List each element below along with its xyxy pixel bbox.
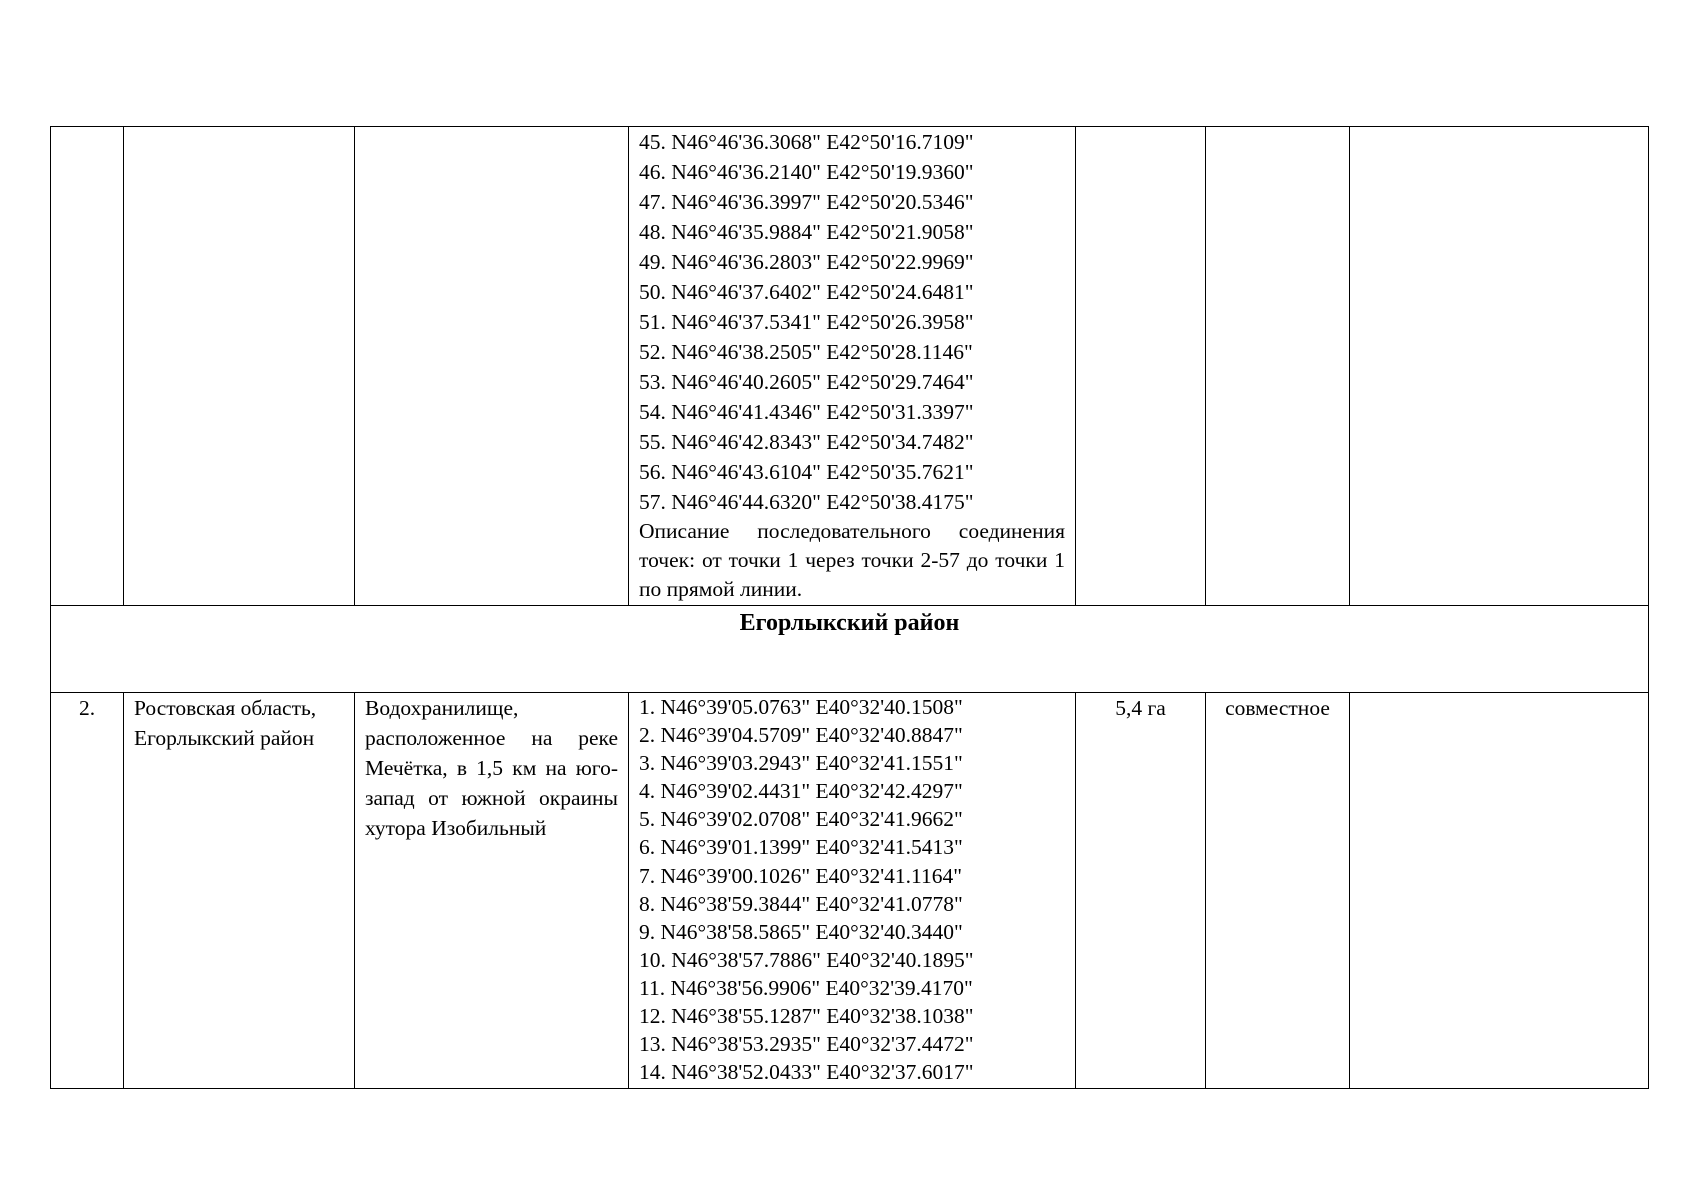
cell-notes <box>1350 127 1649 606</box>
connection-description: Описание последовательного соединения точек: от точки 1 через точки 2-57 до точки 1 по прямой линии. <box>639 519 1065 601</box>
cell-region <box>124 127 355 606</box>
cell-object <box>355 127 629 606</box>
coordinate-line: 5. N46°39'02.0708" E40°32'41.9662" <box>639 807 963 832</box>
data-table <box>50 126 1649 1089</box>
coordinate-line: 50. N46°46'37.6402" E42°50'24.6481" <box>639 280 974 304</box>
coordinate-line: 8. N46°38'59.3844" E40°32'41.0778" <box>639 891 963 916</box>
coordinate-line: 57. N46°46'44.6320" E42°50'38.4175" <box>639 490 974 514</box>
coordinate-line: 48. N46°46'35.9884" E42°50'21.9058" <box>639 220 974 244</box>
coordinate-line: 52. N46°46'38.2505" E42°50'28.1146" <box>639 340 973 364</box>
cell-coordinates <box>629 693 1076 1089</box>
section-header-row <box>51 606 1649 693</box>
coordinate-line: 13. N46°38'53.2935" E40°32'37.4472" <box>639 1032 974 1057</box>
cell-use-type <box>1206 127 1350 606</box>
row-region: Ростовская область, Егорлыкский район <box>124 693 355 1089</box>
row-number: 2. <box>51 693 124 1089</box>
row-object-description: Водохранилище, расположенное на реке Мечётка, в 1,5 км на юго-запад от южной окраины хутора Изобильный <box>355 693 629 1089</box>
coordinate-line: 9. N46°38'58.5865" E40°32'40.3440" <box>639 919 963 944</box>
coordinate-line: 51. N46°46'37.5341" E42°50'26.3958" <box>639 310 974 334</box>
coordinate-line: 49. N46°46'36.2803" E42°50'22.9969" <box>639 250 974 274</box>
coordinate-line: 7. N46°39'00.1026" E40°32'41.1164" <box>639 863 962 888</box>
coordinate-list <box>639 127 1065 517</box>
table-row-continuation <box>51 127 1649 606</box>
coordinate-line: 10. N46°38'57.7886" E40°32'40.1895" <box>639 947 974 972</box>
coordinate-line: 54. N46°46'41.4346" E42°50'31.3397" <box>639 400 974 424</box>
coordinate-line: 45. N46°46'36.3068" E42°50'16.7109" <box>639 130 974 154</box>
coordinate-line: 46. N46°46'36.2140" E42°50'19.9360" <box>639 160 974 184</box>
row-use-type: совместное <box>1206 693 1350 1089</box>
coordinate-line: 56. N46°46'43.6104" E42°50'35.7621" <box>639 460 974 484</box>
coordinate-line: 6. N46°39'01.1399" E40°32'41.5413" <box>639 835 963 860</box>
coordinate-list <box>639 693 1065 1086</box>
coordinate-line: 1. N46°39'05.0763" E40°32'40.1508" <box>639 695 963 719</box>
row-notes <box>1350 693 1649 1089</box>
coordinate-line: 11. N46°38'56.9906" E40°32'39.4170" <box>639 975 973 1000</box>
coordinate-line: 4. N46°39'02.4431" E40°32'42.4297" <box>639 779 963 804</box>
row-area: 5,4 га <box>1076 693 1206 1089</box>
table-row <box>51 693 1649 1089</box>
cell-area <box>1076 127 1206 606</box>
cell-number <box>51 127 124 606</box>
coordinate-line: 3. N46°39'03.2943" E40°32'41.1551" <box>639 751 963 776</box>
cell-coordinates <box>629 127 1076 606</box>
section-title: Егорлыкский район <box>51 606 1649 693</box>
coordinate-line: 14. N46°38'52.0433" E40°32'37.6017" <box>639 1060 974 1085</box>
coordinate-line: 12. N46°38'55.1287" E40°32'38.1038" <box>639 1004 974 1029</box>
coordinate-line: 2. N46°39'04.5709" E40°32'40.8847" <box>639 723 963 748</box>
coordinate-line: 53. N46°46'40.2605" E42°50'29.7464" <box>639 370 974 394</box>
coordinate-line: 47. N46°46'36.3997" E42°50'20.5346" <box>639 190 974 214</box>
coordinate-line: 55. N46°46'42.8343" E42°50'34.7482" <box>639 430 974 454</box>
